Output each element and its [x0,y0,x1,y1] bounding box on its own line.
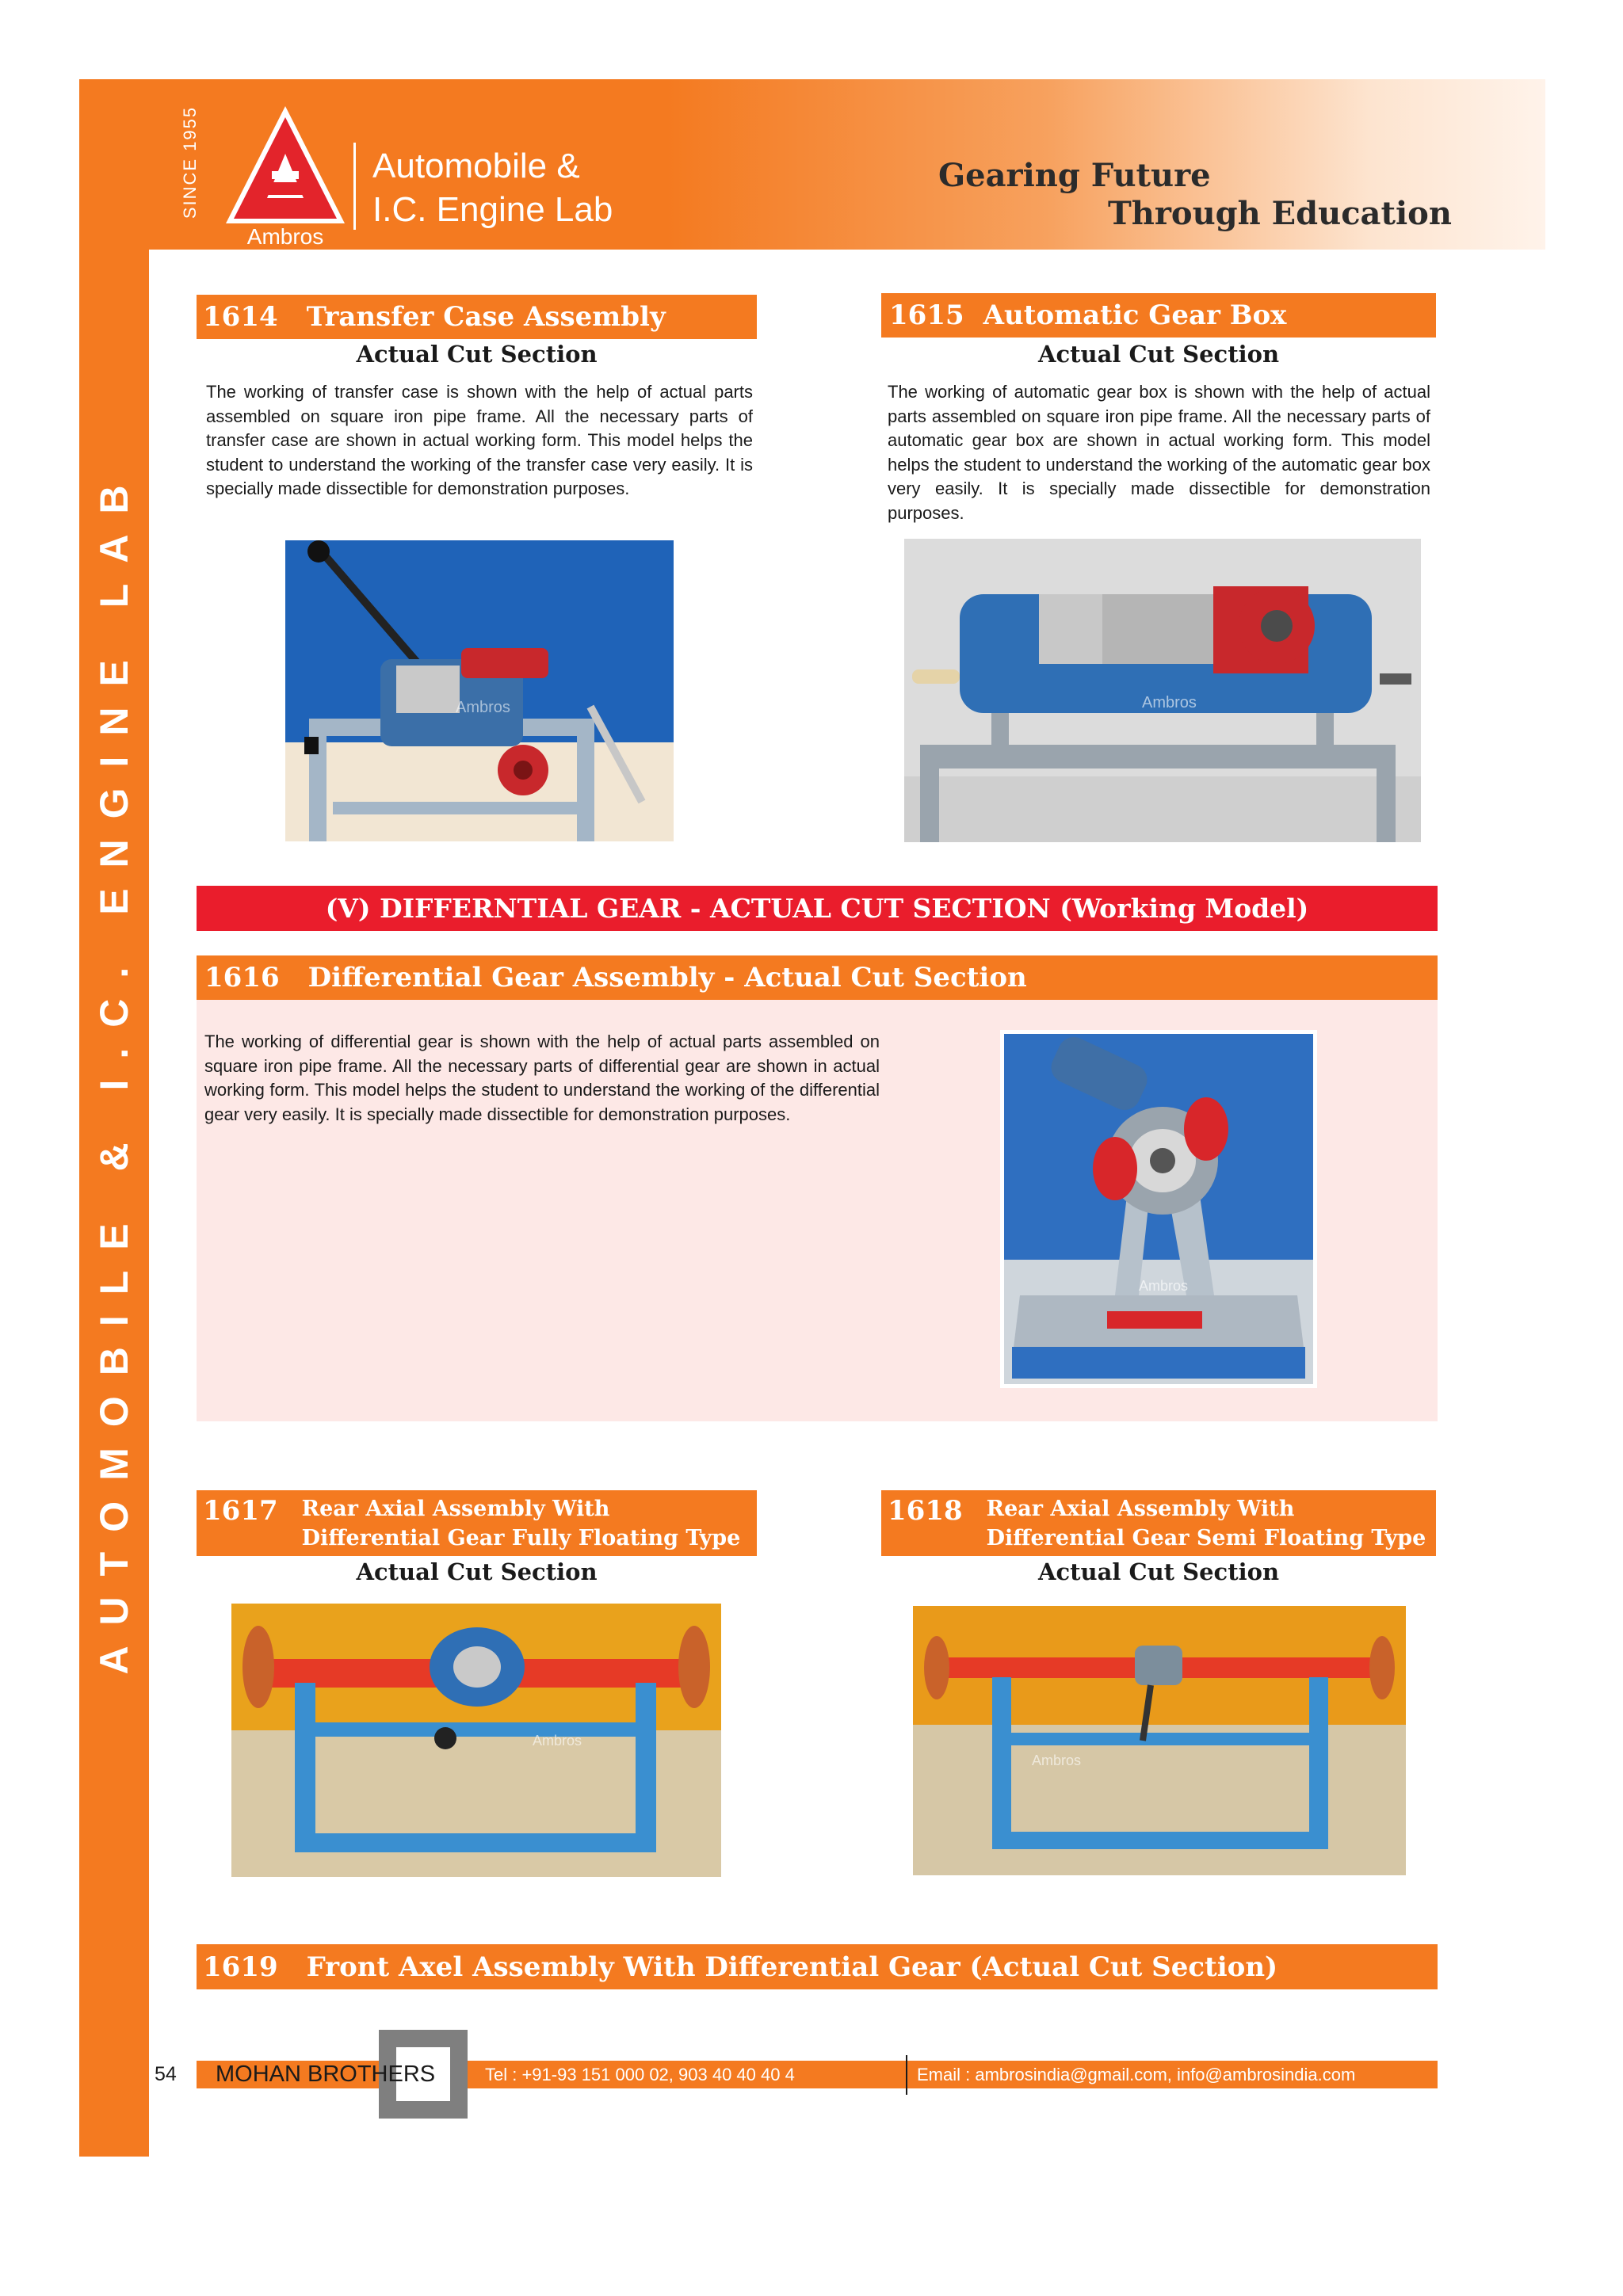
ambros-logo [226,105,345,247]
product-1617-title-line-2: Differential Gear Fully Floating Type [301,1525,741,1550]
product-1614-number: 1614 [203,301,278,333]
product-1614-subtitle: Actual Cut Section [356,341,598,368]
product-1616-title-bar [197,955,1438,1000]
product-1617-title-line-1: Rear Axial Assembly With [301,1496,610,1521]
logo-separator [353,143,356,230]
product-1614-title: Transfer Case Assembly [306,301,666,333]
product-1618-number: 1618 [888,1495,963,1527]
product-1618-photo [913,1606,1406,1875]
since-label: SINCE 1955 [180,105,200,219]
product-1617-photo [231,1604,721,1877]
product-1615-title-bar [881,293,1436,338]
product-1616-title: Differential Gear Assembly - Actual Cut Section [307,962,1027,994]
product-1616-photo [1000,1030,1317,1388]
tagline-line-2: Through Education [1108,195,1452,232]
product-1619-number: 1619 [203,1951,278,1983]
product-1618-subtitle: Actual Cut Section [1037,1558,1280,1585]
product-1615-subtitle: Actual Cut Section [1037,341,1280,368]
product-1618-watermark: Ambros [1032,1753,1082,1768]
product-1617-title-bar [197,1490,757,1556]
sidebar-title: AUTOMOBILE & I.C. ENGINE LAB [92,464,136,1675]
page-number: 54 [155,2063,177,2085]
footer-email: Email : ambrosindia@gmail.com, info@ambrosindia.com [917,2065,1356,2084]
product-1614-photo [285,540,674,841]
footer-separator [906,2055,907,2095]
product-1616-number: 1616 [204,962,280,994]
brand-line-1: Automobile & [372,147,580,185]
footer-company-name: MOHAN BROTHERS [216,2061,436,2087]
brand-line-2: I.C. Engine Lab [372,190,613,229]
product-1618-title-line-1: Rear Axial Assembly With [986,1496,1295,1521]
product-1615-title: Automatic Gear Box [983,299,1287,331]
product-1615-photo [904,539,1421,842]
product-1614-title-bar [197,295,757,339]
product-1617-number: 1617 [203,1495,278,1527]
product-1616-description: The working of differential gear is shown with the help of actual parts assembled on square iron pipe frame. All the necessary parts of differential gear are shown in actual working form. This model helps the student to understand the working of the differential gear very easily. It is specially made dissectible for demonstration purposes. [204,1032,880,1124]
product-1617-subtitle: Actual Cut Section [356,1558,598,1585]
product-1619-title: Front Axel Assembly With Differential Gear (Actual Cut Section) [306,1951,1278,1983]
product-1615-number: 1615 [889,299,964,331]
product-1617-watermark: Ambros [533,1733,582,1749]
product-1618-title-bar [881,1490,1436,1556]
product-1615-description: The working of automatic gear box is shown with the help of actual parts assembled on square iron pipe frame. All the necessary parts of automatic gear box are shown in actual working form. This model helps the student to understand the working of the automatic gear box very easily. It is specially made dissectible for demonstration purposes. [888,382,1430,523]
product-1616-watermark: Ambros [1139,1278,1189,1294]
tagline-line-1: Gearing Future [938,157,1211,194]
product-1614-watermark: Ambros [456,699,510,716]
product-1614-description: The working of transfer case is shown with the help of actual parts assembled on square iron pipe frame. All the necessary parts of transfer case are shown in actual working form. This model helps the student to understand the working of the transfer case very easily. It is specially made dissectible for demonstration purposes. [206,382,753,498]
logo-text: Ambros [246,224,324,247]
product-1619-title-bar [197,1944,1438,1989]
product-1615-watermark: Ambros [1142,694,1197,711]
product-1618-title-line-2: Differential Gear Semi Floating Type [986,1525,1426,1550]
section-heading: (V) DIFFERNTIAL GEAR - ACTUAL CUT SECTION (Working Model) [197,886,1438,931]
footer-telephone: Tel : +91-93 151 000 02, 903 40 40 40 4 [485,2065,795,2084]
